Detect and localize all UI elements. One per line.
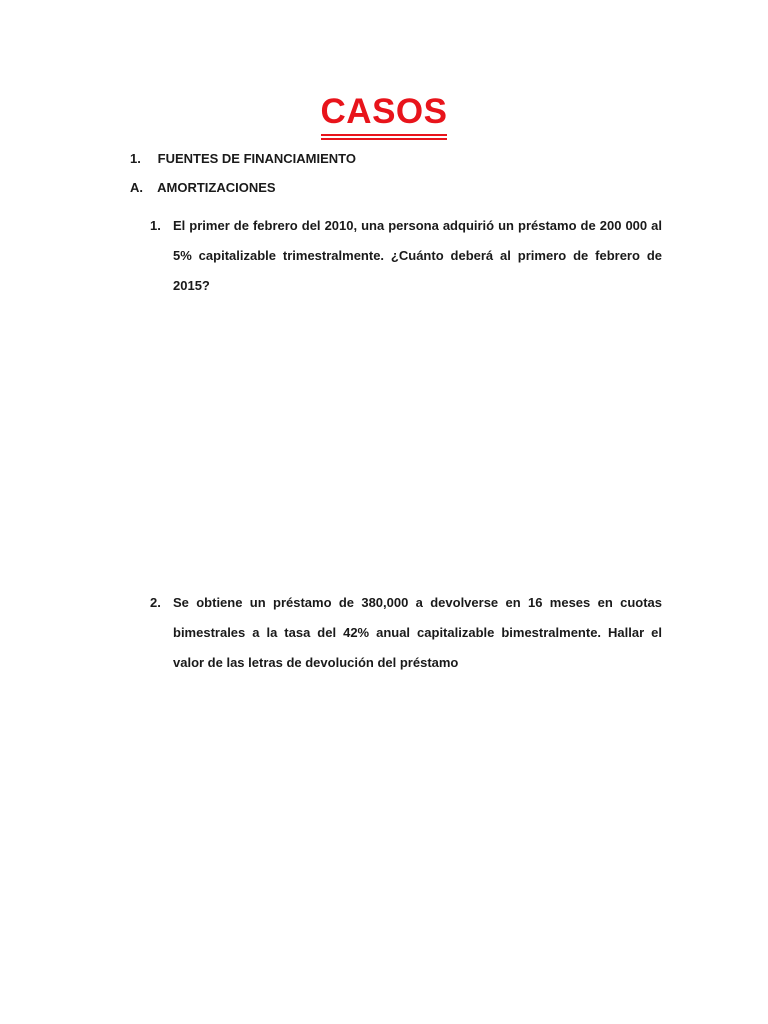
section-number: 1. bbox=[130, 151, 141, 166]
question-1 bbox=[150, 211, 662, 301]
title-container bbox=[0, 92, 768, 136]
question-text: Se obtiene un préstamo de 380,000 a devolverse en 16 meses en cuotas bimestrales a la tasa del 42% anual capitalizable bimestralmente. Hallar el valor de las letras de devolución del préstamo bbox=[173, 595, 662, 670]
section-label: FUENTES DE FINANCIAMIENTO bbox=[157, 151, 357, 166]
question-2 bbox=[150, 588, 662, 678]
section-heading-funding-sources bbox=[130, 150, 356, 168]
question-text: El primer de febrero del 2010, una persona adquirió un préstamo de 200 000 al 5% capitalizable trimestralmente. ¿Cuánto deberá al primero de febrero de 2015? bbox=[173, 218, 662, 293]
section-number: A. bbox=[130, 180, 143, 195]
question-number: 2. bbox=[150, 595, 161, 610]
page-title: CASOS bbox=[321, 92, 448, 136]
section-heading-amortizations bbox=[130, 179, 276, 197]
question-number: 1. bbox=[150, 218, 161, 233]
section-label: AMORTIZACIONES bbox=[157, 180, 276, 195]
